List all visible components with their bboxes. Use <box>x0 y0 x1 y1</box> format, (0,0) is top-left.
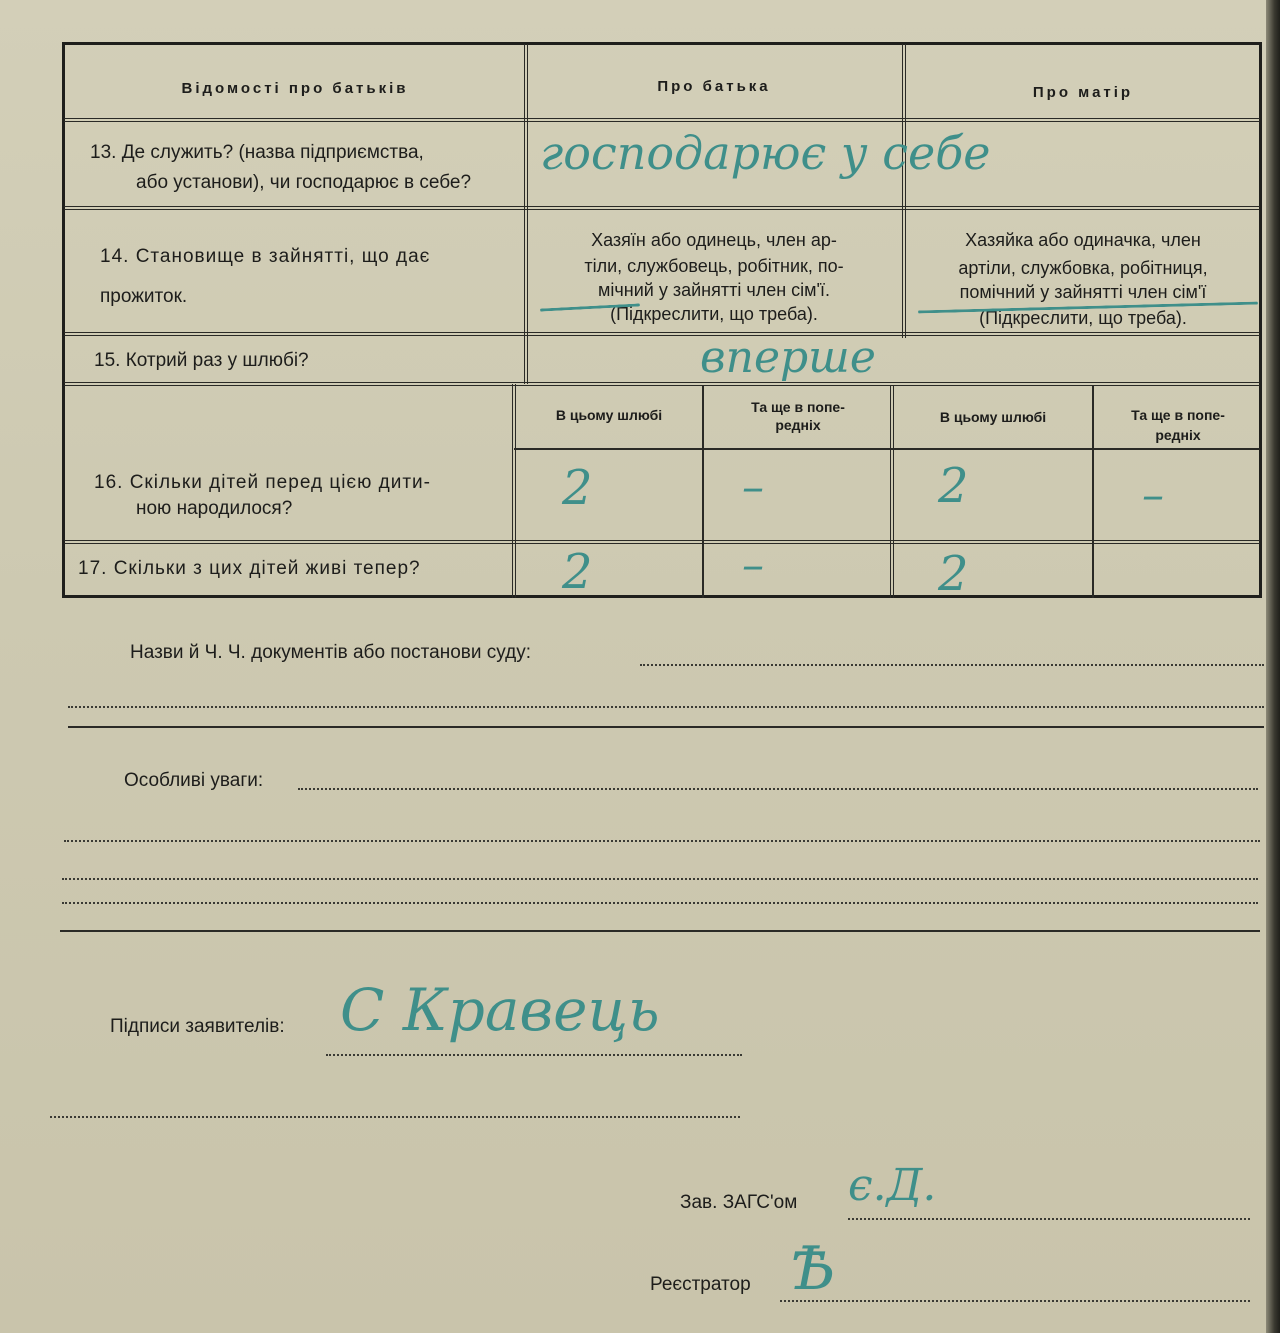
q14-mother-opt-4: (Підкреслити, що треба). <box>979 308 1187 328</box>
signatures-label: Підписи заявителів: <box>110 1016 285 1037</box>
zags-head-signature: є.Д. <box>848 1160 937 1211</box>
header-info: Відомості про батьків <box>181 80 409 97</box>
row-line-14 <box>64 332 1260 336</box>
zags-head-line <box>848 1218 1250 1220</box>
q15-answer: вперше <box>700 332 876 383</box>
q16-label: 16. Скільки дітей перед цією дити- <box>94 472 431 493</box>
q14-father-opt-1: Хазяїн або одинець, член ар- <box>591 230 837 250</box>
q14-label-2: прожиток. <box>100 286 188 307</box>
q16-father-sub-prev-1: Та ще в попе- <box>751 399 845 415</box>
q14-mother-opt-1: Хазяйка або одиначка, член <box>965 230 1201 250</box>
col-divider-mother-sub <box>1092 386 1094 598</box>
documents-field-line-2 <box>68 706 1264 708</box>
page-edge-shadow <box>1266 0 1280 1333</box>
row-line-16-sub <box>514 448 1260 450</box>
q16-father-sub-prev-2: редніх <box>775 417 821 433</box>
notes-field-line-1 <box>298 788 1258 790</box>
header-mother: Про матір <box>1032 84 1134 101</box>
q17-father-prev: – <box>742 540 764 591</box>
registrar-label: Реєстратор <box>650 1274 751 1295</box>
q16-mother-sub-prev-1: Та ще в попе- <box>1131 407 1225 423</box>
q16-label-2: ною народилося? <box>136 498 293 519</box>
q14-father-opt-3: мічний у зайнятті член сім'ї. <box>598 280 830 300</box>
q16-father-this: 2 <box>562 460 593 516</box>
q14-father-opt-2: тіли, службовець, робітник, по- <box>584 256 844 276</box>
documents-label: Назви й Ч. Ч. документів або постанови суду: <box>130 642 531 663</box>
row-line-header <box>64 118 1260 122</box>
row-line-15 <box>64 382 1260 386</box>
row-line-16 <box>64 540 1260 544</box>
col-divider-father-sub <box>702 386 704 598</box>
notes-separator <box>60 930 1260 932</box>
q16-mother-this: 2 <box>938 458 969 514</box>
q16-mother-sub-prev-2: редніх <box>1155 427 1201 443</box>
q13-answer: господарює у себе <box>540 126 991 180</box>
notes-field-line-2 <box>64 840 1260 842</box>
q14-label: 14. Становище в зайнятті, що дає <box>100 246 431 267</box>
q13-label: 13. Де служить? (назва підприємства, <box>90 142 424 163</box>
row-line-13 <box>64 206 1260 210</box>
notes-field-line-3 <box>62 878 1258 880</box>
q17-label: 17. Скільки з цих дітей живі тепер? <box>78 558 421 579</box>
documents-field-line-1 <box>640 664 1264 666</box>
header-father: Про батька <box>657 78 771 95</box>
zags-head-label: Зав. ЗАГС'ом <box>680 1192 798 1213</box>
registrar-line <box>780 1300 1250 1302</box>
q13-label-2: або установи), чи господарює в себе? <box>136 172 472 193</box>
applicant-signature: С Кравець <box>340 976 660 1044</box>
q14-mother-opt-2: артіли, службовка, робітниця, <box>958 258 1208 278</box>
q16-mother-sub-this: В цьому шлюбі <box>939 409 1047 425</box>
documents-separator <box>68 726 1264 728</box>
q15-label: 15. Котрий раз у шлюбі? <box>94 350 309 371</box>
q17-mother-this: 2 <box>938 546 969 602</box>
q16-mother-prev: – <box>1142 470 1164 521</box>
registrar-signature: Ѣ <box>790 1234 836 1304</box>
q16-father-prev: – <box>742 462 764 513</box>
q14-father-opt-4: (Підкреслити, що треба). <box>610 304 818 324</box>
signature-line-2 <box>50 1116 740 1118</box>
q16-father-sub-this: В цьому шлюбі <box>555 407 663 423</box>
notes-label: Особливі уваги: <box>124 770 264 791</box>
notes-field-line-4 <box>62 902 1258 904</box>
signature-line-1 <box>326 1054 742 1056</box>
q17-father-this: 2 <box>562 544 593 600</box>
q14-mother-opt-3: помічний у зайнятті член сім'ї <box>959 282 1207 302</box>
